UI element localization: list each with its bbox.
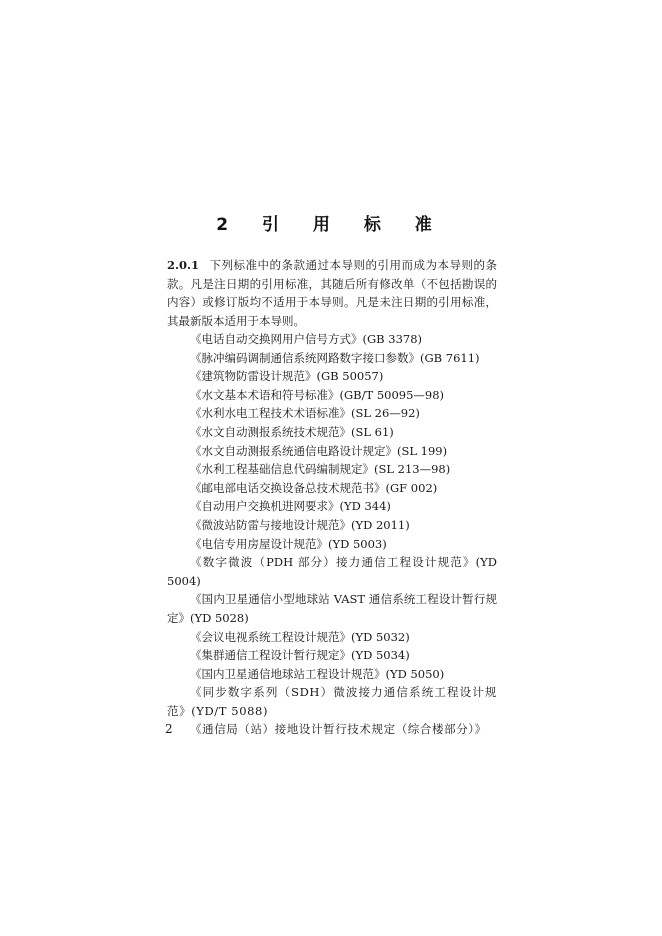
standard-item: 《建筑物防雷设计规范》(GB 50057) [190, 369, 384, 384]
page-number: 2 [165, 722, 173, 736]
standard-item: 《邮电部电话交换设备总技术规范书》(GF 002) [190, 480, 438, 495]
standard-item: 《脉冲编码调制通信系统网路数字接口参数》(GB 7611) [190, 350, 480, 365]
standard-item: 《微波站防雷与接地设计规范》(YD 2011) [190, 517, 410, 532]
standard-item: 《水文自动测报系统通信电路设计规定》(SL 199) [190, 443, 448, 458]
standard-item: 《电信专用房屋设计规范》(YD 5003) [190, 536, 387, 551]
standard-item: 《同步数字系列（SDH）微波接力通信系统工程设计规范》(YD/T 5088) [167, 685, 497, 718]
standard-item: 《水利水电工程技术术语标准》(SL 26—92) [190, 406, 420, 421]
standard-item: 《电话自动交换网用户信号方式》(GB 3378) [190, 332, 423, 346]
standard-item: 《水文基本术语和符号标准》(GB/T 50095—98) [190, 387, 445, 402]
standard-item: 《自动用户交换机进网要求》(YD 344) [190, 499, 391, 514]
standard-item: 《水文自动测报系统技术规范》(SL 61) [190, 424, 394, 439]
standard-item: 《通信局（站）接地设计暂行技术规定（综合楼部分）》 [190, 722, 487, 737]
clause-text: 下列标准中的条款通过本导则的引用而成为本导则的条款。凡是注日期的引用标准，其随后所有修改单（不包括勘误的内容）或修订版均不适用于本导则。凡是未注日期的引用标准，其最新版本适用于本导则。 [167, 258, 497, 328]
standard-item: 《数字微波（PDH 部分）接力通信工程设计规范》(YD 5004) [167, 555, 497, 588]
standard-item: 《会议电视系统工程设计规范》(YD 5032) [190, 629, 410, 644]
standard-item: 《集群通信工程设计暂行规定》(YD 5034) [190, 648, 410, 663]
clause-number: 2.0.1 [167, 258, 200, 272]
standard-item: 《国内卫星通信地球站工程设计规范》(YD 5050) [190, 666, 445, 681]
chapter-title: 2 引 用 标 准 [216, 215, 446, 235]
referenced-standards-list [167, 330, 497, 739]
clause-paragraph [167, 256, 497, 330]
standard-item: 《水利工程基础信息代码编制规定》(SL 213—98) [190, 462, 451, 477]
standard-item: 《国内卫星通信小型地球站 VAST 通信系统工程设计暂行规定》(YD 5028) [167, 592, 497, 625]
